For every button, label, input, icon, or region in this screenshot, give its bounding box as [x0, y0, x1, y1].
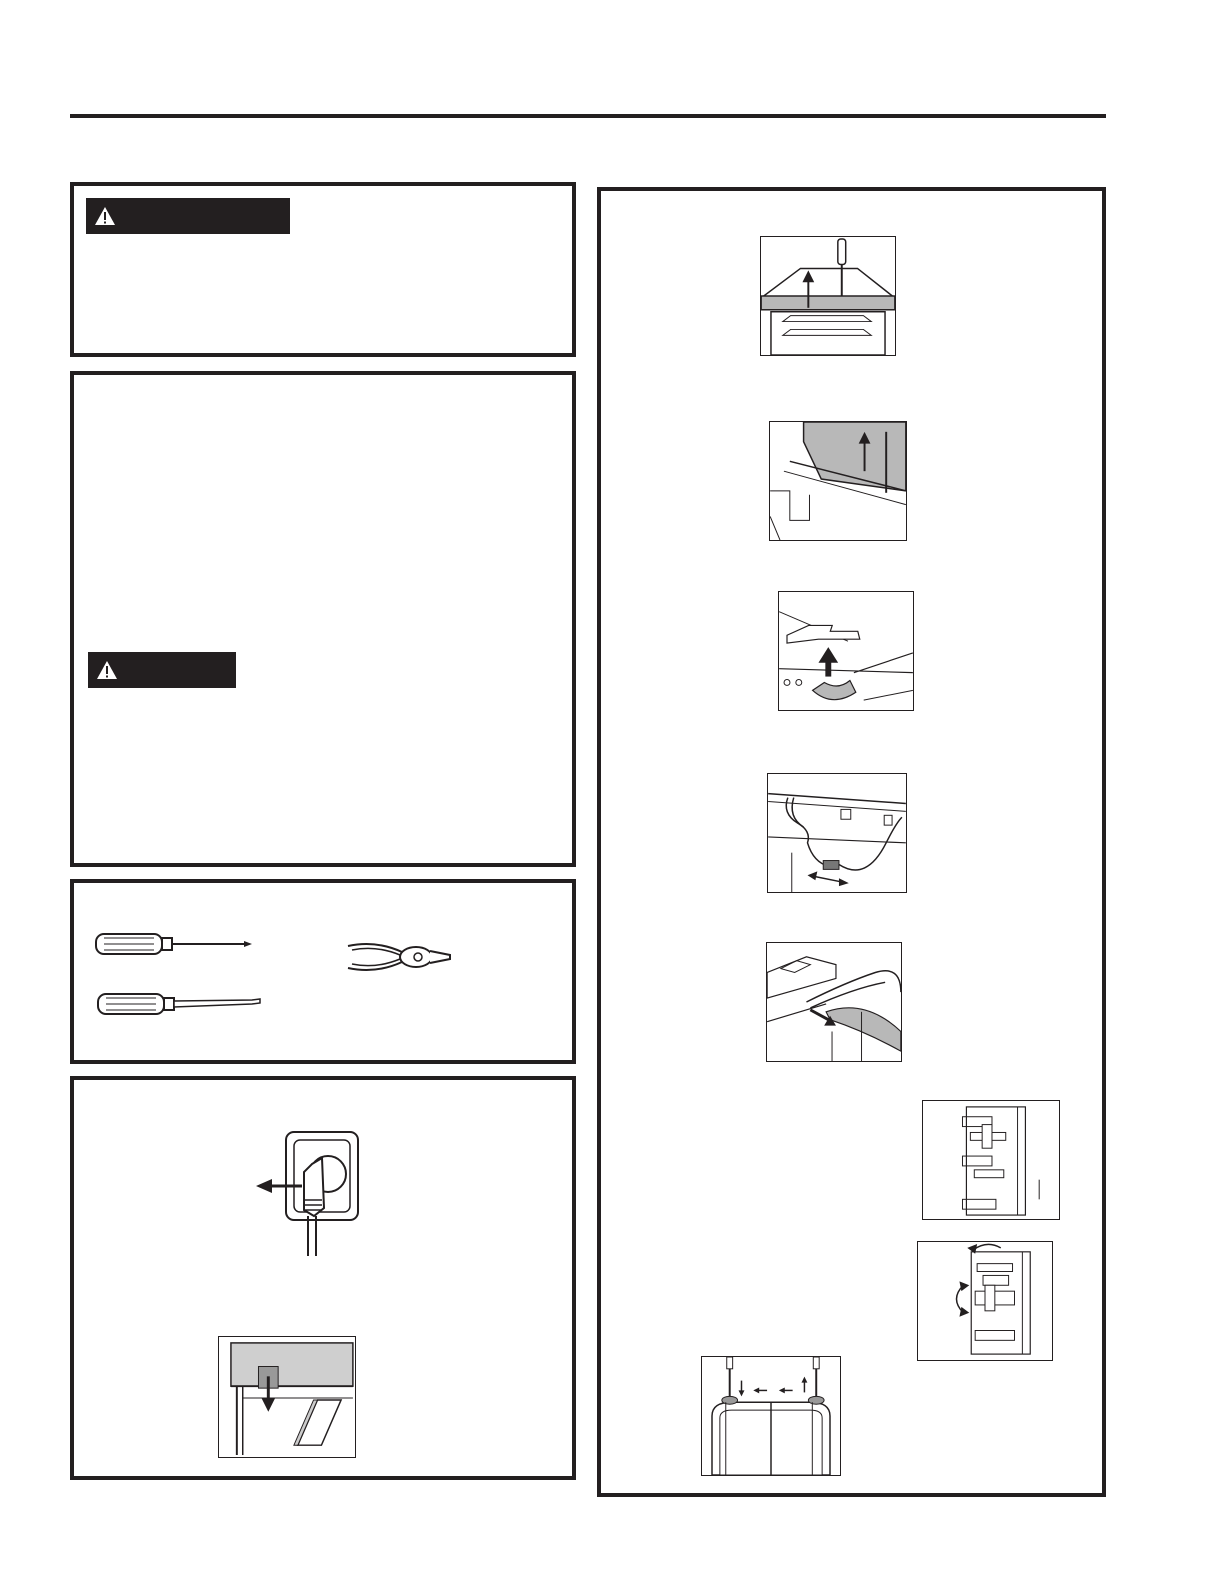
- remove-cover-arrow-down-figure: [218, 1336, 356, 1458]
- tools-needed-box: [70, 879, 576, 1064]
- preparation-box: [70, 1076, 576, 1480]
- lift-top-cover-with-screwdriver-figure: [760, 236, 896, 356]
- warning-box: [70, 182, 576, 357]
- removal-steps-box: [597, 187, 1106, 1497]
- rotate-and-lift-hinge-cover-figure: [778, 591, 914, 711]
- remove-hinge-screws-figure: [701, 1356, 841, 1476]
- pull-wires-out-figure: [766, 942, 902, 1062]
- unplug-power-cord-figure: [252, 1128, 362, 1258]
- warning-triangle-icon: [94, 206, 116, 226]
- warning-signal-bar: [86, 198, 290, 234]
- pry-trim-up-figure: [769, 421, 907, 541]
- header-rule: [70, 114, 1106, 118]
- pliers-icon: [346, 938, 452, 976]
- door-hinge-rotate-figure: [917, 1241, 1053, 1361]
- flat-blade-screwdriver-icon: [96, 989, 262, 1019]
- caution-signal-bar: [88, 652, 236, 688]
- warning-triangle-icon: [96, 660, 118, 680]
- phillips-screwdriver-icon: [94, 929, 254, 959]
- safety-info-box: [70, 371, 576, 867]
- disconnect-wire-harness-figure: [767, 773, 907, 893]
- door-hinge-side-view-figure: [922, 1100, 1060, 1220]
